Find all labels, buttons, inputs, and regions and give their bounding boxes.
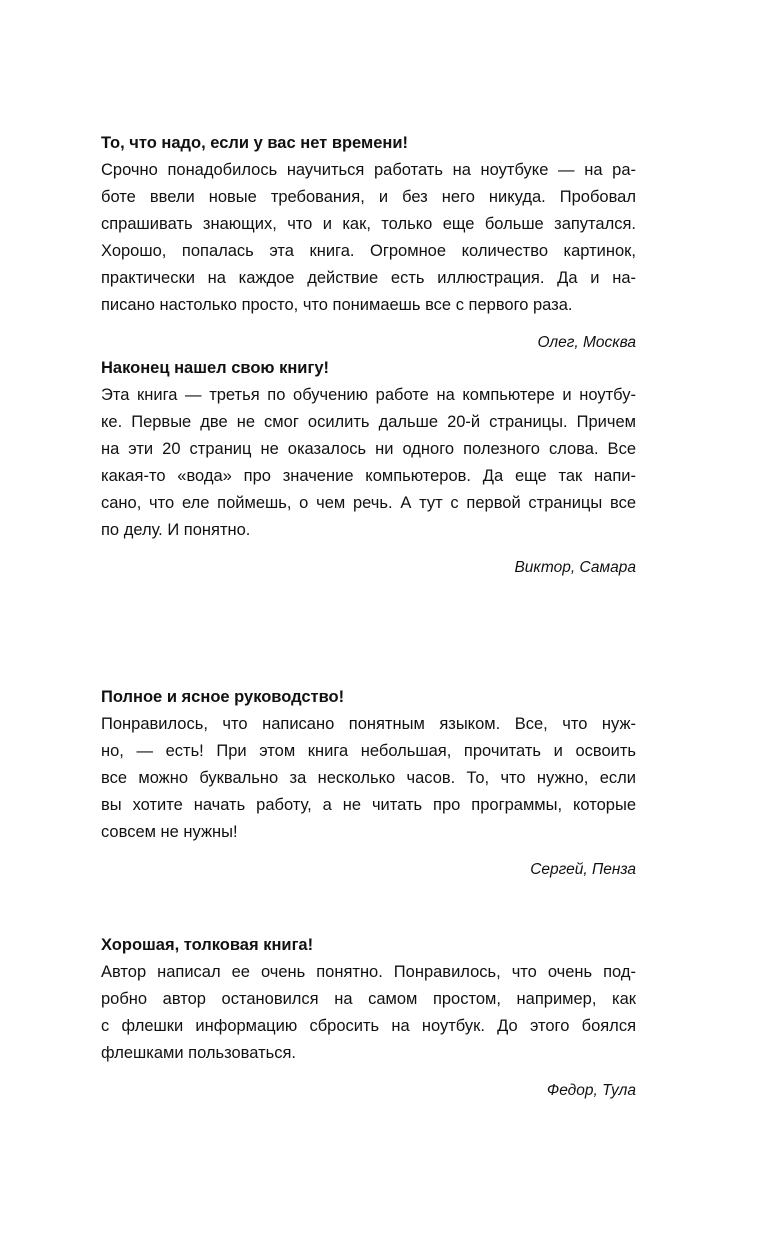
- review-section: [101, 684, 636, 883]
- review-title: Наконец нашел свою книгу!: [101, 359, 329, 377]
- review-text-line: все можно буквально за несколько часов. То, что нужно, если: [101, 769, 636, 787]
- review-author: Олег, Москва: [537, 334, 636, 351]
- review-text-line: Срочно понадобилось научиться работать на ноутбуке — на ра-: [101, 161, 636, 179]
- review-text-line: с флешки информацию сбросить на ноутбук. До этого боялся: [101, 1017, 636, 1035]
- review-author: Сергей, Пенза: [530, 861, 636, 878]
- review-text-line: спрашивать знающих, что и как, только еще больше запутался.: [101, 215, 636, 233]
- review-text-line: Хорошо, попалась эта книга. Огромное количество картинок,: [101, 242, 636, 260]
- review-text-line: Понравилось, что написано понятным языком. Все, что нуж-: [101, 715, 636, 733]
- review-section: [101, 130, 636, 356]
- review-title: То, что надо, если у вас нет времени!: [101, 134, 408, 152]
- review-text-line: совсем не нужны!: [101, 823, 238, 841]
- review-section: [101, 932, 636, 1104]
- review-text-line: вы хотите начать работу, а не читать про программы, которые: [101, 796, 636, 814]
- review-text-line: робно автор остановился на самом простом, например, как: [101, 990, 636, 1008]
- review-text-line: но, — есть! При этом книга небольшая, прочитать и освоить: [101, 742, 636, 760]
- review-author: Виктор, Самара: [514, 559, 636, 576]
- review-text-line: ке. Первые две не смог осилить дальше 20-й страницы. Причем: [101, 413, 636, 431]
- review-section: [101, 355, 636, 581]
- review-text-line: боте ввели новые требования, и без него никуда. Пробовал: [101, 188, 636, 206]
- review-text-line: практически на каждое действие есть иллюстрация. Да и на-: [101, 269, 636, 287]
- review-title: Полное и ясное руководство!: [101, 688, 345, 706]
- review-title: Хорошая, толковая книга!: [101, 936, 314, 954]
- review-text-line: писано настолько просто, что понимаешь все с первого раза.: [101, 296, 573, 314]
- review-text-line: сано, что еле поймешь, о чем речь. А тут с первой страницы все: [101, 494, 636, 512]
- review-text-line: на эти 20 страниц не оказалось ни одного полезного слова. Все: [101, 440, 636, 458]
- review-text-line: флешками пользоваться.: [101, 1044, 297, 1062]
- review-text-line: Автор написал ее очень понятно. Понравилось, что очень под-: [101, 963, 636, 981]
- review-text-line: Эта книга — третья по обучению работе на компьютере и ноутбу-: [101, 386, 636, 404]
- review-text-line: по делу. И понятно.: [101, 521, 251, 539]
- review-text-line: какая-то «вода» про значение компьютеров. Да еще так напи-: [101, 467, 636, 485]
- review-author: Федор, Тула: [546, 1082, 636, 1099]
